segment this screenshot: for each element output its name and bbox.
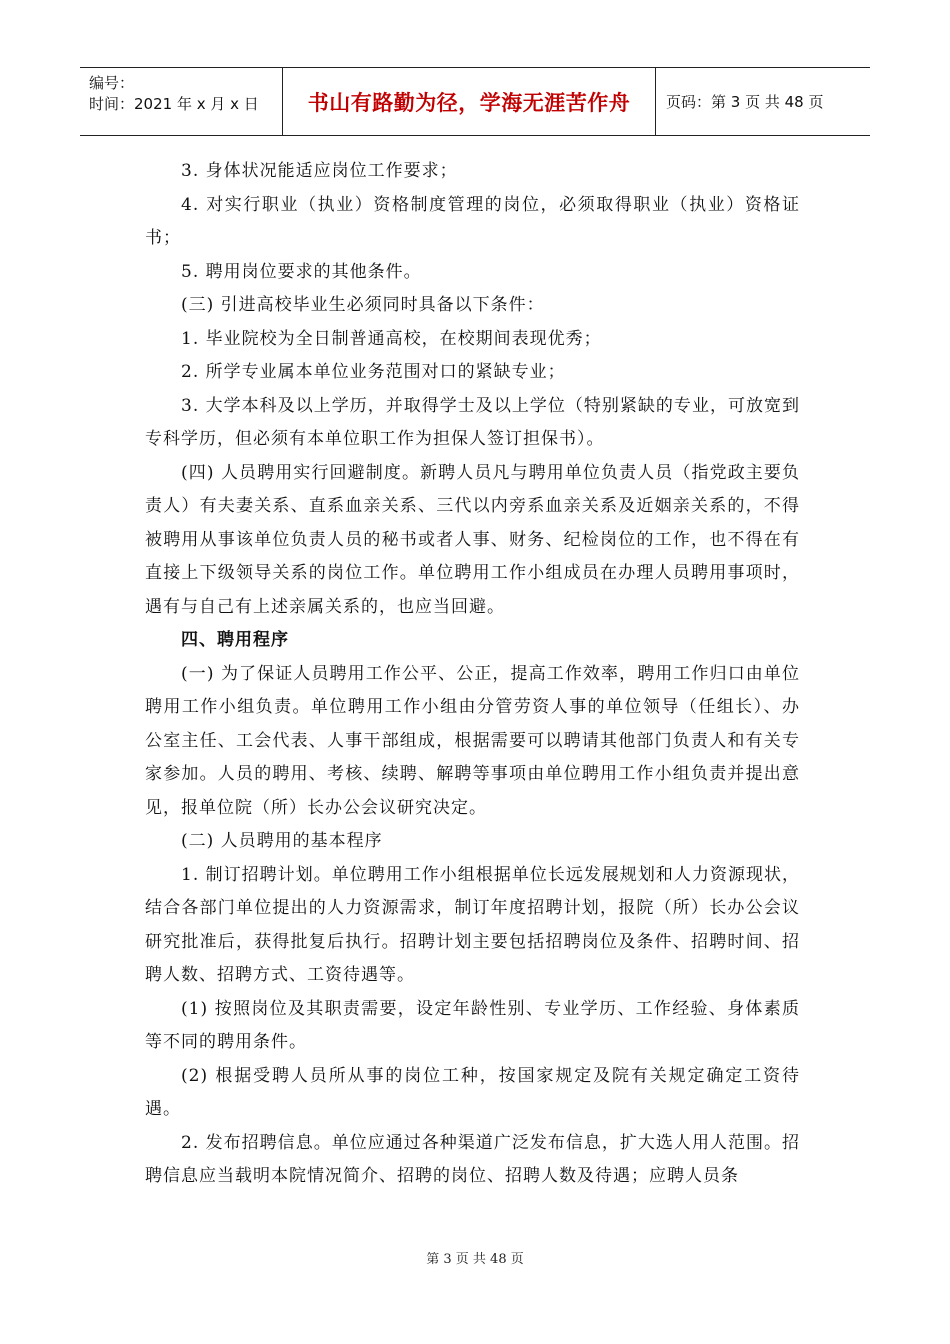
document-number-label: 编号： xyxy=(89,74,135,92)
paragraph: (四) 人员聘用实行回避制度。新聘人员凡与聘用单位负责人员（指党政主要负责人）有夫妻关系、直系血亲关系、三代以内旁系血亲关系及近姻亲关系的，不得被聘用从事该单位负责人员的秘书或者人事、财务、纪检岗位的工作，也不得在有直接上下级领导关系的岗位工作。单位聘用工作小组成员在办理人员聘用事项时，遇有与自己有上述亲属关系的，也应当回避。 xyxy=(145,462,800,617)
paragraph: (三) 引进高校毕业生必须同时具备以下条件： xyxy=(181,295,545,315)
header-motto-cell xyxy=(282,68,656,135)
header-info xyxy=(80,68,282,135)
paragraph: (2) 根据受聘人员所从事的岗位工种，按国家规定及院有关规定确定工资待遇。 xyxy=(145,1065,800,1119)
header-motto: 书山有路勤为径，学海无涯苦作舟 xyxy=(307,90,631,115)
header-page-cell xyxy=(656,68,870,135)
paragraph: 2. 发布招聘信息。单位应通过各种渠道广泛发布信息，扩大选人用人范围。招聘信息应当载明本院情况简介、招聘的岗位、招聘人数及待遇；应聘人员条 xyxy=(145,1132,800,1186)
document-date-label: 时间：2021 年 x 月 x 日 xyxy=(89,95,259,113)
paragraph: (二) 人员聘用的基本程序 xyxy=(181,831,383,851)
section-heading: 四、聘用程序 xyxy=(181,630,289,650)
paragraph: 3. 身体状况能适应岗位工作要求； xyxy=(181,161,458,181)
paragraph: 1. 制订招聘计划。单位聘用工作小组根据单位长远发展规划和人力资源现状，结合各部门单位提出的人力资源需求，制订年度招聘计划，报院（所）长办公会议研究批准后，获得批复后执行。招聘计划主要包括招聘岗位及条件、招聘时间、招聘人数、招聘方式、工资待遇等。 xyxy=(145,864,800,985)
paragraph: 5. 聘用岗位要求的其他条件。 xyxy=(181,261,422,282)
header-page-number: 页码：第 3 页 共 48 页 xyxy=(666,93,824,111)
paragraph: 1. 毕业院校为全日制普通高校，在校期间表现优秀； xyxy=(181,328,602,349)
page-footer: 第 3 页 共 48 页 xyxy=(426,1252,524,1267)
page-header xyxy=(80,67,870,136)
paragraph: 4. 对实行职业（执业）资格制度管理的岗位，必须取得职业（执业）资格证书； xyxy=(145,194,800,248)
paragraph: 3. 大学本科及以上学历，并取得学士及以上学位（特别紧缺的专业，可放宽到专科学历，但必须有本单位职工作为担保人签订担保书）。 xyxy=(145,395,800,449)
paragraph: (一) 为了保证人员聘用工作公平、公正，提高工作效率，聘用工作归口由单位聘用工作小组负责。单位聘用工作小组由分管劳资人事的单位领导（任组长）、办公室主任、工会代表、人事干部组成，根据需要可以聘请其他部门负责人和有关专家参加。人员的聘用、考核、续聘、解聘等事项由单位聘用工作小组负责并提出意见，报单位院（所）长办公会议研究决定。 xyxy=(145,663,800,818)
paragraph: 2. 所学专业属本单位业务范围对口的紧缺专业； xyxy=(181,362,566,382)
paragraph: (1) 按照岗位及其职责需要，设定年龄性别、专业学历、工作经验、身体素质等不同的聘用条件。 xyxy=(145,998,800,1052)
document-body xyxy=(145,155,800,1194)
